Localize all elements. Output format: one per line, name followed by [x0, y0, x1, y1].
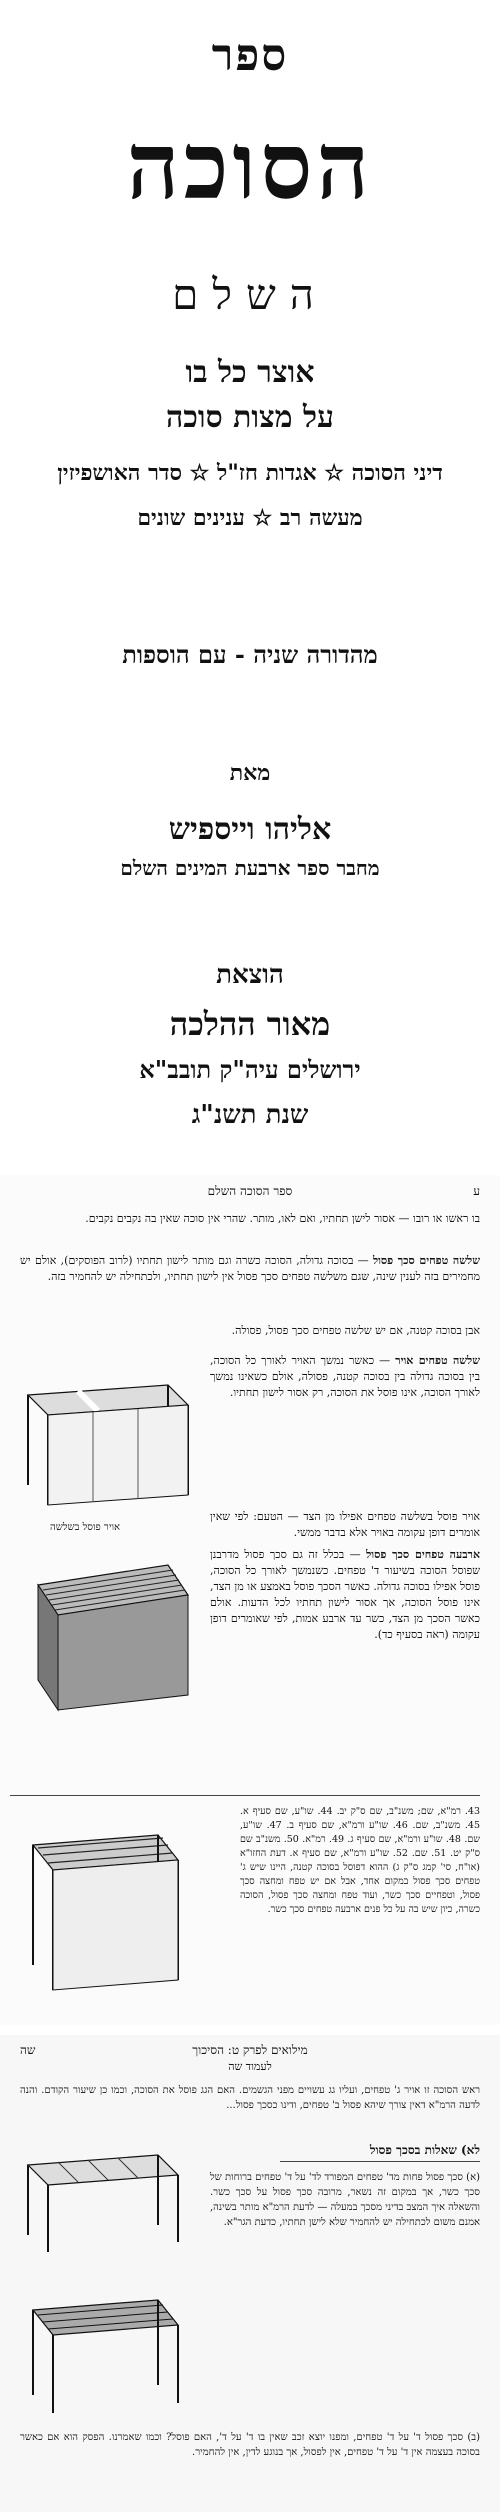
- by-label: מאת: [229, 760, 271, 786]
- publication-year: שנת תשנ"ג: [191, 1100, 309, 1130]
- paragraph-label: ארבעה טפחים סכך פסול: [366, 1548, 481, 1561]
- author-description: מחבר ספר ארבעת המינים השלם: [120, 856, 380, 880]
- footnote-divider: [10, 1795, 480, 1796]
- paragraph-small-sukkah: אבן בסוכה קטנה, אם יש שלשה טפחים סכך פסול, פסולה.: [231, 1324, 480, 1337]
- section-title: לא) שאלות בסכך פסול: [369, 2143, 480, 2157]
- sukkah-thatch-illustration: [18, 2285, 188, 2415]
- paragraph-text: — כאשר נמשך האויר לאורך כל הסוכה, בין בסוכה גדולה בין בסוכה קטנה, פסולה, אולם כשאינו נמשך לאורך הסוכה, אינו פוסל את הסוכה, רק אסור לישון תחתיו.: [210, 1354, 480, 1399]
- book-page-shin-heh: [0, 2035, 500, 2512]
- page-header: [20, 1183, 480, 1201]
- edition-note: מהדורה שניה - עם הוספות: [122, 640, 378, 669]
- paragraph-side-air: אויר פוסל בשלשה טפחים אפילו מן הצד — הטעם: לפי שאין אומרים דופן עקומה באויר אלא בדבר ממשי.: [210, 1510, 480, 1539]
- sefer-heading: ספר: [211, 30, 289, 81]
- intro-paragraph: ראש הסוכה זו אויר ג' טפחים, ועליו גג עשויים מפני הגשמים. האם הגג פוסל את הסוכה, וכמו כן שיעור הקודם. והנה לדעה הרמ"א דאין צורך שיהא פסול ב' טפחים, ודינו כסכך פסול...: [20, 2085, 480, 2111]
- footnotes: 43. רמ"א, שם; משנ"ב, שם ס"ק יב. 44. שו"ע, שם סעיף א. 45. משנ"ב, שם. 46. שו"ע ורמ"א, שם סעיף ב. 47. שו"ע, שם. 48. שו"ע ורמ"א, שם סעיף ג. 49. רמ"א. 50. משנ"ב שם ס"ק יט. 51. שם. 52. שו"ע ורמ"א, שם סעיף א. דעת החזו"א (או"ח, סי' קמג ס"ק ג) ההוא דפוסל בסוכה קטנה, היינו שיש ג' טפחים סכך פסול במקום אחד, אבל אם יש טפח ומחצה סכך פסול, וטפחיים סכך כשר, ועוד טפח ומחצה סכך פסול, הסוכה כשרה, כיון שיש בה על כל פנים ארבעה טפחים סכך כשר.: [240, 1806, 481, 1915]
- running-subhead: לעמוד שה: [228, 2060, 272, 2073]
- book-main-title: הסוכה: [126, 112, 374, 220]
- paragraph-text: — בכלל זה גם סכך פסול מדרבנן שפוסל הסוכה בשיעור ד' טפחים. כשנמשך לאורך כל הסוכה, פוסל אפילו בסוכה גדולה. כאשר הסכך פוסל באמצע או מן הצד, אינו פוסל הסוכה, אך אסור לישון תחתיו לכל הדעות. אולם כאשר הסכך מן הצד, כשר עד ארבע אמות, לפי שאומרים דופן עקומה (ראה בסעיף כד).: [210, 1548, 480, 1641]
- sukkah-roof-illustration: [18, 2140, 188, 2255]
- sukkah-air-gap-illustration: [18, 1365, 198, 1515]
- paragraph-four-tefachim: [210, 1547, 480, 1643]
- publication-place: ירושלים עיה"ק תובב"א: [139, 1055, 361, 1084]
- author-name: אליהו וייספיש: [168, 812, 332, 847]
- publisher-name: מאור ההלכה: [169, 1005, 331, 1043]
- section-divider: [280, 2161, 480, 2162]
- sukkah-thatch-illustration: [18, 1815, 188, 2005]
- book-page-ayin: [0, 1175, 500, 2025]
- topics-line-1: דיני הסוכה ☆ אגדות חז"ל ☆ סדר האושפיזין: [57, 460, 443, 486]
- paragraph-label: שלשה טפחים אויר: [395, 1354, 480, 1367]
- page-number: ע: [473, 1184, 480, 1198]
- publisher-label: הוצאת: [216, 960, 284, 990]
- illustration-caption: אויר פוסל בשלשה: [50, 1522, 121, 1533]
- mitzvah-description: על מצות סוכה: [165, 400, 335, 435]
- paragraph-three-tefachim: [20, 1253, 480, 1285]
- running-head: ספר הסוכה השלם: [207, 1184, 293, 1198]
- section-paragraph-a: (א) סכך פסול פחות מד' טפחים המפורד לד' על ד' טפחים ברוחות של סכך כשר, אך במקום זה נשאר, מרובה סכך פסול על סכך כשר. והשאלה איך המצב בדיני מסכך במעלה — לדעת הרמ"א מותר בשינה, אמנם משום לכתחילה יש להחמיר שלא לישן תחתיו, כדעת הגר"א.: [210, 2172, 480, 2228]
- collection-description: אוצר כל בו: [185, 355, 315, 390]
- sukkah-thatch-illustration: [18, 1555, 198, 1715]
- paragraph-text: — בסוכה גדולה, הסוכה כשרה וגם מותר לישון תחתיו (לרוב הפוסקים), אולם יש מחמירים בזה לענין שינה, שגם משלשה טפחים סכך פסול אין לישון תחתיו, ולכתחילה יש להחמיר בזה.: [20, 1254, 480, 1283]
- paragraph-label: שלשה טפחים סכך פסול: [372, 1254, 480, 1267]
- title-page: [0, 0, 500, 1150]
- topics-line-2: מעשה רב ☆ ענינים שונים: [137, 505, 363, 531]
- intro-paragraph: בו ראשו או רובו — אסור לישן תחתיו, ואם לאו, מותר. שהרי אין סוכה שאין בה נקבים נקבים.: [85, 1212, 480, 1225]
- page-number: שה: [20, 2043, 36, 2057]
- paragraph-air-gap: [210, 1353, 480, 1401]
- book-subtitle: השלם: [172, 270, 328, 319]
- section-paragraph-b: (ב) סכך פסול ד' על ד' טפחים, ומפנו יוצא זכב שאין בו ד' על ד', האם פוסל? וכמו שאמרנו. הפסק הוא אם כאשר בסוכה בעצמה אין ד' על ד' טפחים, אין לפסול, אך בנוגע לדין, אין להחמיר.: [20, 2432, 480, 2458]
- running-head: מילואים לפרק ט: הסיכוך: [192, 2043, 308, 2057]
